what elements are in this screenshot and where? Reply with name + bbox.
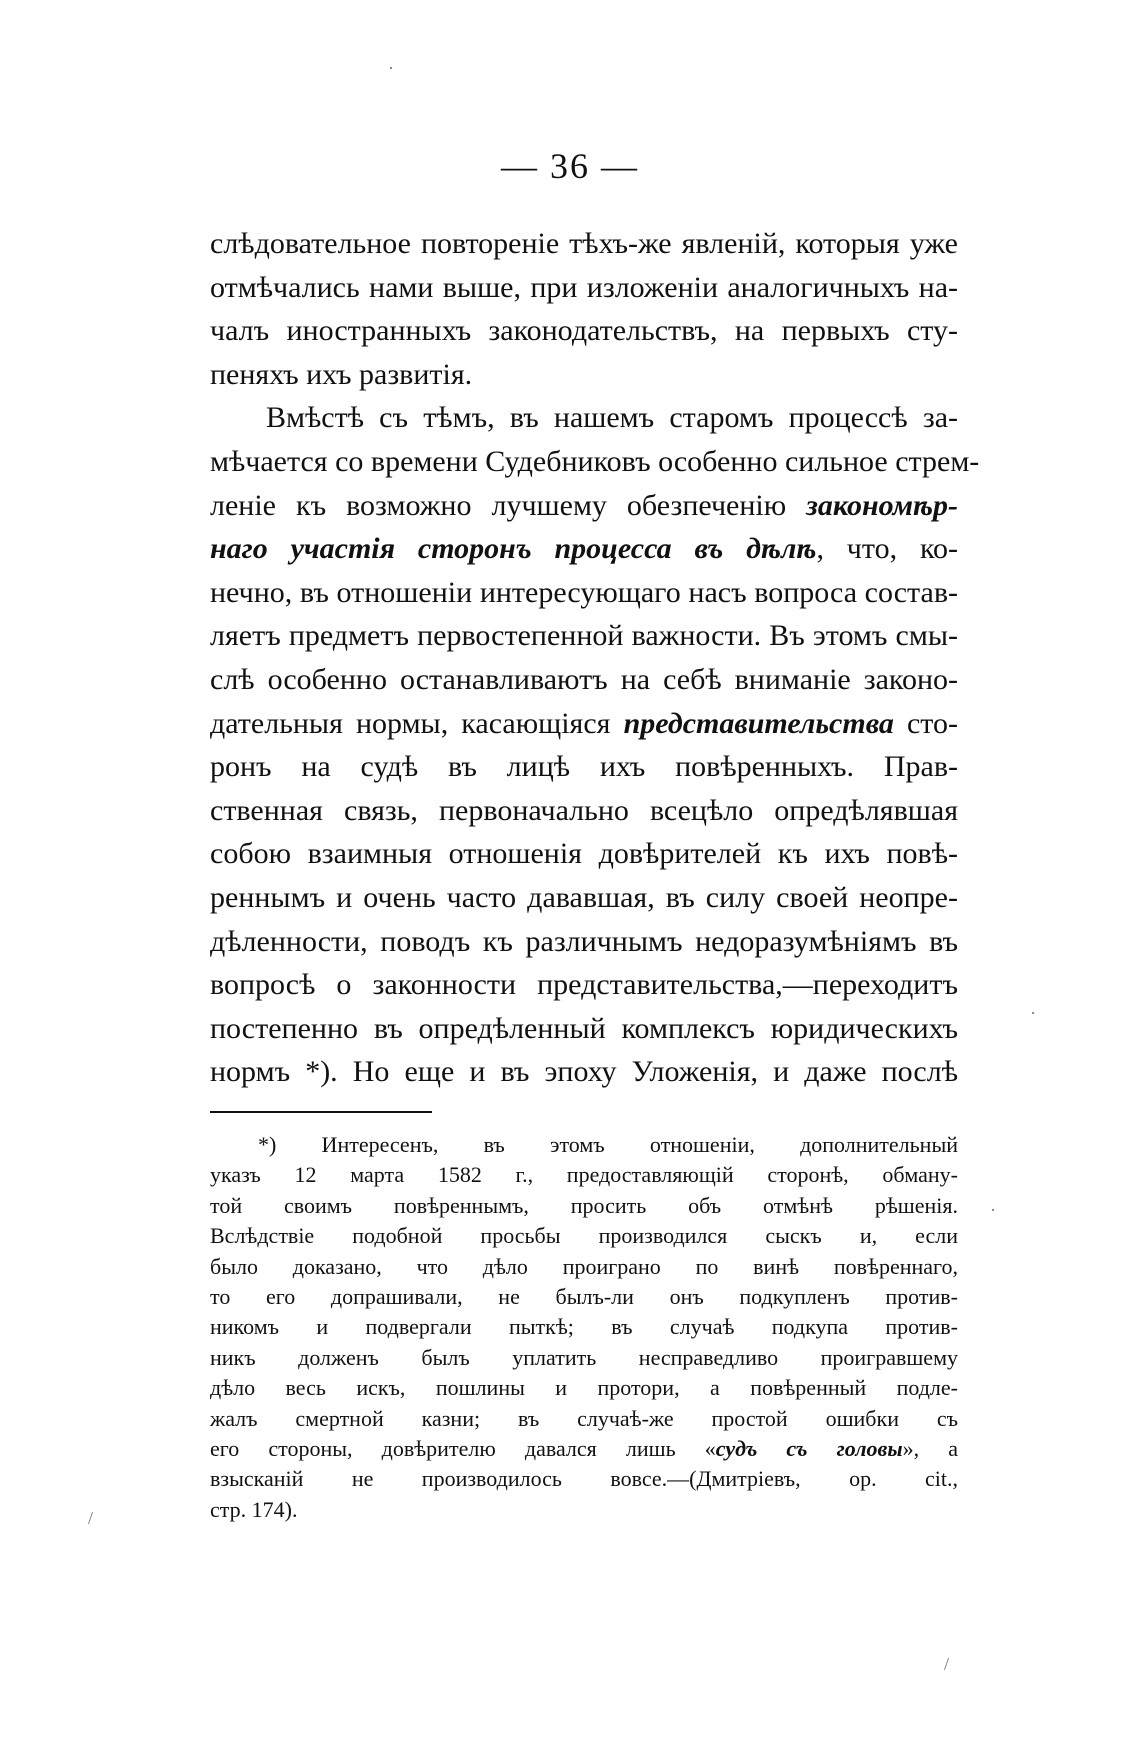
text-line xyxy=(210,527,958,571)
footnote-line: Вслѣдствіе подобной просьбы производился сыскъ и, если xyxy=(210,1223,958,1249)
emphasis-text: представительства xyxy=(623,706,894,740)
footnote-line: никъ долженъ былъ уплатить несправедливо проигравшему xyxy=(210,1344,958,1370)
text-line: мѣчается со времени Судебниковъ особенно сильное стрем- xyxy=(210,444,980,478)
footnote-line: было доказано, что дѣло проиграно по винѣ повѣреннаго, xyxy=(210,1253,958,1279)
text-line: дѣленности, поводъ къ различнымъ недоразумѣніямъ въ xyxy=(210,924,958,958)
scan-speck: · xyxy=(990,1200,996,1220)
footnote-line: *) Интересенъ, въ этомъ отношеніи, дополнительный xyxy=(258,1132,958,1157)
text-line: пеняхъ ихъ развитія. xyxy=(210,357,473,391)
footnote-line: жалъ смертной казни; въ случаѣ-же простой ошибки съ xyxy=(210,1405,958,1431)
scan-speck: / xyxy=(88,1508,94,1528)
page-number: — 36 — xyxy=(501,146,639,186)
text-line: нечно, въ отношеніи интересующаго насъ вопроса состав- xyxy=(210,575,958,609)
text-segment: , что, ко- xyxy=(816,532,958,566)
text-line: ронъ на судѣ въ лицѣ ихъ повѣренныхъ. Прав- xyxy=(210,750,958,784)
text-segment: дательныя нормы, касающіяся xyxy=(210,706,611,740)
text-line: слѣдовательное повтореніе тѣхъ-же явленій, которыя уже xyxy=(210,227,958,260)
footnote-line: дѣло весь искъ, пошлины и протори, а повѣренный подле- xyxy=(210,1375,958,1401)
text-segment: его стороны, довѣрителю давался лишь « xyxy=(210,1436,716,1462)
text-line: ственная связь, первоначально всецѣло опредѣлявшая xyxy=(210,793,958,827)
scan-speck: · xyxy=(1030,1003,1036,1023)
text-segment: леніе къ возможно лучшему обезпеченію xyxy=(210,488,787,522)
emphasis-text: судъ съ головы xyxy=(715,1436,903,1462)
footnote-line: той своимъ повѣреннымъ, просить объ отмѣнѣ рѣшенія. xyxy=(210,1192,958,1218)
footnote-divider xyxy=(210,1111,432,1113)
emphasis-text: закономѣр- xyxy=(806,488,959,522)
text-line: реннымъ и очень часто дававшая, въ силу своей неопре- xyxy=(210,880,958,914)
emphasis-text: наго участія сторонъ процесса въ дѣлѣ xyxy=(210,532,817,566)
footnote-line: взысканій не производилось вовсе.—(Дмитріевъ, op. cit., xyxy=(210,1466,958,1492)
footnote-line: указъ 12 марта 1582 г., предоставляющій сторонѣ, обману- xyxy=(210,1162,958,1188)
text-line xyxy=(210,702,958,746)
text-line: чалъ иностранныхъ законодательствъ, на первыхъ сту- xyxy=(210,314,958,348)
text-line: слѣ особенно останавливаютъ на себѣ вниманіе законо- xyxy=(210,662,958,696)
text-line: ляетъ предметъ первостепенной важности. Въ этомъ смы- xyxy=(210,619,958,653)
text-line: вопросѣ о законности представительства,—переходитъ xyxy=(210,968,958,1002)
footnote xyxy=(210,1130,958,1525)
text-line: нормъ *). Но еще и въ эпоху Уложенія, и даже послѣ xyxy=(210,1055,958,1089)
paragraph-start: Вмѣстѣ съ тѣмъ, въ нашемъ старомъ процессѣ за- xyxy=(266,401,958,435)
footnote-line: никомъ и подвергали пыткѣ; въ случаѣ подкупа против- xyxy=(210,1314,958,1340)
footnote-line xyxy=(210,1434,958,1464)
text-line: отмѣчались нами выше, при изложеніи аналогичныхъ на- xyxy=(210,270,958,304)
scan-speck: · xyxy=(388,58,394,78)
text-line xyxy=(210,484,958,528)
text-segment: сто- xyxy=(893,706,959,740)
text-line: постепенно въ опредѣленный комплексъ юридическихъ xyxy=(210,1011,958,1045)
text-segment: », а xyxy=(902,1436,958,1462)
text-line: собою взаимныя отношенія довѣрителей къ ихъ повѣ- xyxy=(210,837,958,871)
footnote-line: стр. 174). xyxy=(210,1496,298,1522)
footnote-line: то его допрашивали, не былъ-ли онъ подкупленъ против- xyxy=(210,1284,958,1310)
main-text xyxy=(210,222,980,1094)
scan-speck: / xyxy=(944,1654,950,1674)
